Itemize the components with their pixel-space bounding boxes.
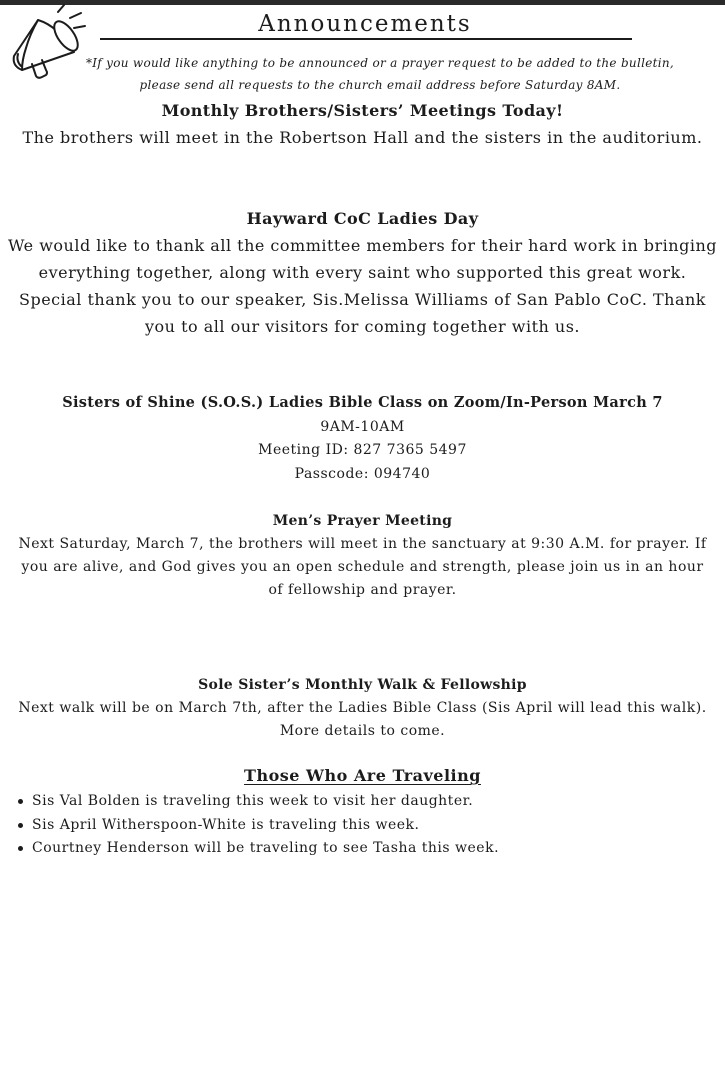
walk-body: Next walk will be on March 7th, after the Ladies Bible Class (Sis April will lead this walk). More details to come.: [18, 700, 707, 739]
ladies-day-heading: Hayward CoC Ladies Day: [246, 209, 479, 228]
page-title: Announcements: [258, 11, 472, 37]
traveling-item-text: Sis April Witherspoon-White is traveling this week.: [32, 816, 420, 833]
bible-class-meeting-id: Meeting ID: 827 7365 5497: [258, 442, 467, 458]
ladies-day-body: We would like to thank all the committee members for their hard work in bringing everything together, along with every saint who supported this great work. Special thank you to our speaker, Sis.Melissa Williams of San Pablo CoC. Thank you to all our visitors for coming together with us.: [8, 236, 717, 336]
traveling-list: [16, 790, 706, 861]
traveling-item-text: Courtney Henderson will be traveling to see Tasha this week.: [32, 840, 500, 856]
traveling-item-text: Sis Val Bolden is traveling this week to visit her daughter.: [32, 793, 474, 809]
meetings-heading: Monthly Brothers/Sisters’ Meetings Today!: [161, 101, 564, 120]
prayer-meeting-body: Next Saturday, March 7, the brothers will meet in the sanctuary at 9:30 A.M. for prayer. If you are alive, and God gives you an open schedule and strength, please join us in an hour of fellowship and prayer.: [18, 536, 707, 598]
walk-heading: Sole Sister’s Monthly Walk & Fellowship: [198, 677, 527, 693]
top-border: [0, 0, 725, 5]
bible-class-heading: Sisters of Shine (S.O.S.) Ladies Bible Class on Zoom/In-Person March 7: [62, 394, 663, 411]
bullet-icon: [18, 823, 23, 828]
traveling-heading: Those Who Are Traveling: [244, 766, 481, 785]
bible-class-passcode: Passcode: 094740: [294, 466, 431, 482]
title-underline: [100, 38, 632, 40]
meetings-body: The brothers will meet in the Robertson Hall and the sisters in the auditorium.: [22, 128, 703, 147]
bible-class-time: 9AM-10AM: [320, 419, 405, 435]
bullet-icon: [18, 799, 23, 804]
list-item: [16, 790, 706, 814]
prayer-meeting-heading: Men’s Prayer Meeting: [272, 513, 453, 529]
submission-note: *If you would like anything to be announced or a prayer request to be added to the bulletin, please send all requests to the church email address before Saturday 8AM.: [85, 56, 675, 92]
list-item: [16, 837, 706, 861]
bullet-icon: [18, 846, 23, 851]
list-item: [16, 814, 706, 838]
